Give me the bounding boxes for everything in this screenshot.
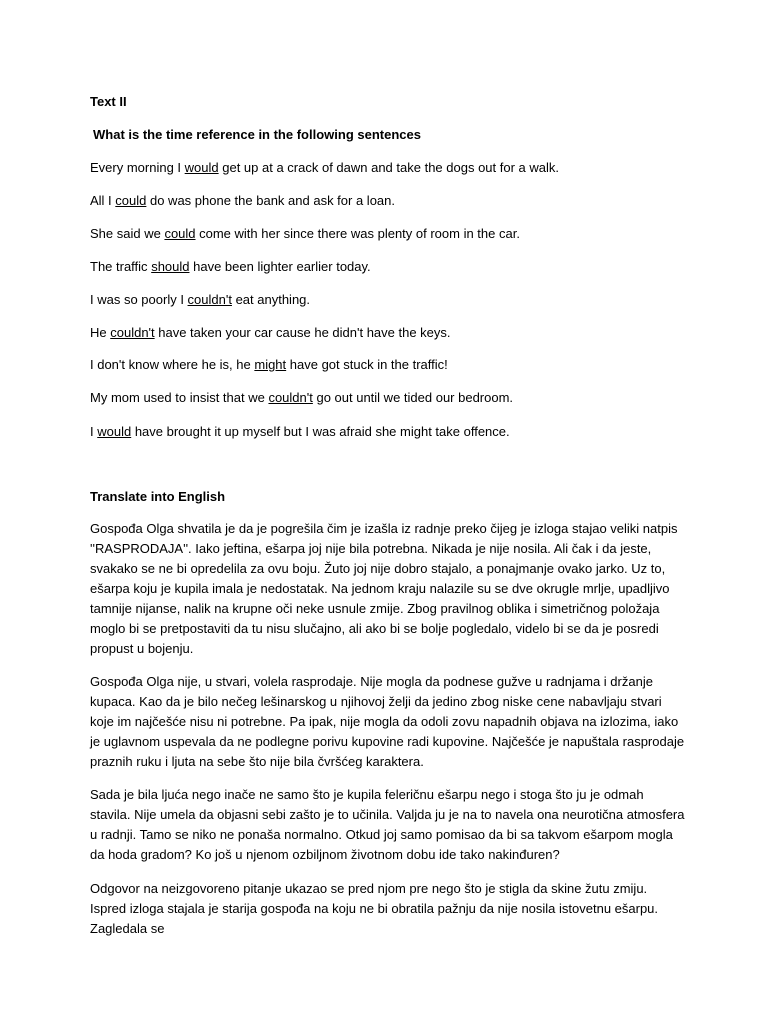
underlined-modal: couldn't xyxy=(187,292,232,307)
sentence: I don't know where he is, he might have got stuck in the traffic! xyxy=(90,357,448,372)
question-heading: What is the time reference in the following sentences xyxy=(93,127,421,142)
underlined-modal: couldn't xyxy=(268,390,313,405)
sentence: He couldn't have taken your car cause he didn't have the keys. xyxy=(90,325,451,340)
sentence: The traffic should have been lighter earlier today. xyxy=(90,259,371,274)
underlined-modal: could xyxy=(164,226,196,241)
sentence: I would have brought it up myself but I was afraid she might take offence. xyxy=(90,424,510,439)
underlined-modal: might xyxy=(254,357,287,372)
underlined-modal: could xyxy=(115,193,147,208)
paragraph: Odgovor na neizgovoreno pitanje ukazao se pred njom pre nego što je stigla da skine žutu zmiju. Ispred izloga stajala je starija gospođa na koju ne bi obratila pažnju da nije nosila istovetnu ešarpu. Zagledala se xyxy=(90,881,659,936)
translate-heading: Translate into English xyxy=(90,489,226,504)
paragraph: Sada je bila ljuća nego inače ne samo što je kupila feleričnu ešarpu nego i stoga što ju je odmah stavila. Nije umela da objasni sebi zašto je to učinila. Valjda ju je na to navela ona neurotična atmosfera u radnji. Tamo se niko ne ponaša normalno. Otkud joj samo pomisao da bi sa takvom ešarpom mogla da hoda gradom? Ko još u njenom ozbiljnom životnom dobu ide tako nakinđuren? xyxy=(90,787,685,862)
sentence: Every morning I would get up at a crack of dawn and take the dogs out for a walk. xyxy=(90,160,559,175)
underlined-modal: would xyxy=(184,160,219,175)
sentence: I was so poorly I couldn't eat anything. xyxy=(90,292,311,307)
underlined-modal: would xyxy=(97,424,132,439)
sentence: My mom used to insist that we couldn't go out until we tided our bedroom. xyxy=(90,390,514,405)
underlined-modal: should xyxy=(151,259,190,274)
sentence: All I could do was phone the bank and ask for a loan. xyxy=(90,193,395,208)
section-title: Text II xyxy=(90,94,127,109)
underlined-modal: couldn't xyxy=(110,325,155,340)
paragraph: Gospođa Olga nije, u stvari, volela rasprodaje. Nije mogla da podnese gužve u radnjama i držanje kupaca. Kao da je bilo nečeg lešinarskog u njihovoj želji da jedino zbog niske cene nabavljaju stvari koje im najčešće nisu ni potrebne. Pa ipak, nije mogla da odoli zovu napadnih objava na izlozima, iako je uglavnom uspevala da ne podlegne porivu kupovine radi kupovine. Najčešće je napuštala rasprodaje praznih ruku i ljuta na sebe što nije bila čvršćeg karaktera. xyxy=(90,674,685,769)
paragraph: Gospođa Olga shvatila je da je pogrešila čim je izašla iz radnje preko čijeg je izloga stajao veliki natpis ''RASPRODAJA''. Iako jeftina, ešarpa joj nije bila potrebna. Nikada je nije nosila. Ali čak i da jeste, svakako se ne bi opredelila za ovu boju. Žuto joj nije dobro stajalo, a ponajmanje ovako jarko. Uz to, ešarpa koju je kupila imala je nedostatak. Na jednom kraju nalazile su se dve okrugle mrlje, upadljivo tamnije nijanse, nalik na krupne oči neke usnule zmije. Zbog pravilnog oblika i simetričnog položaja moglo bi se pretpostaviti da tu nisu slučajno, ali ako bi se bolje pogledalo, videlo bi se da je posredi propust u bojenju. xyxy=(90,521,678,656)
sentence: She said we could come with her since there was plenty of room in the car. xyxy=(90,226,520,241)
